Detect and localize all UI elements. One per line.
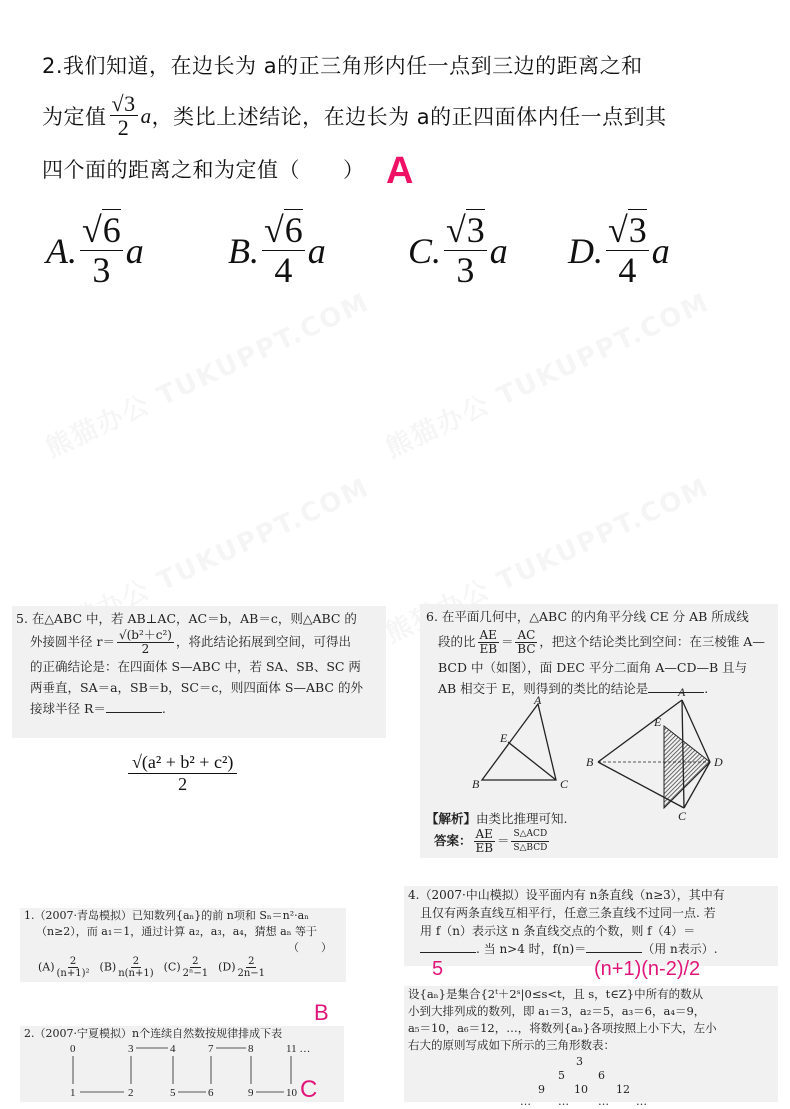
svg-text:A: A: [534, 693, 542, 707]
p5-answer-fraction: [128, 752, 237, 795]
svg-text:C: C: [560, 777, 569, 791]
svg-text:5: 5: [170, 1087, 176, 1099]
svg-text:1: 1: [70, 1087, 76, 1099]
option-C[interactable]: (C) $\frac{2}{\text{2ⁿ−1}}$: [163, 956, 209, 979]
answer-f4: 5: [432, 958, 444, 980]
question-line-2: [42, 92, 667, 140]
choice-label: C.: [408, 231, 442, 272]
p4-line4: . 当 n>4 时，f(n)＝ （用 n表示）.: [408, 940, 774, 958]
fraction-denominator: 4: [618, 249, 637, 290]
choice-label: D.: [568, 231, 603, 272]
choice-D[interactable]: [568, 212, 670, 290]
question-line-3: 四个面的距离之和为定值（ ）: [42, 158, 365, 182]
question-line-2-prefix: 为定值: [42, 105, 107, 130]
p1-options: [24, 956, 342, 979]
fraction-numerator: √6: [264, 210, 303, 250]
svg-text:6: 6: [208, 1087, 214, 1099]
p1-line1: 1.（2007·青岛模拟）已知数列{aₙ}的前 n项和 Sₙ＝n²·aₙ: [24, 909, 309, 922]
choice-fraction: [606, 212, 649, 290]
question-line-1: 2.我们知道，在边长为 a的正三角形内任一点到三边的距离之和: [42, 54, 643, 78]
question-line-2-suffix: ，类比上述结论，在边长为 a的正四面体内任一点到其: [151, 105, 667, 130]
p6-line2: 段的比 $\frac{AE}{EB}$ ＝ $\frac{AC}{BC}$ ，把这个结论类比到空间：在三棱锥 A—: [438, 628, 765, 656]
watermark: [39, 282, 375, 465]
svg-text:A: A: [678, 685, 686, 699]
p5-line1: 5. 在△ABC 中，若 AB⊥AC，AC＝b，AB＝c，则△ABC 的: [16, 611, 357, 626]
problem-5-panel: [12, 606, 386, 738]
answer-blank[interactable]: [106, 700, 162, 713]
svg-text:9: 9: [248, 1087, 254, 1099]
choice-label: A.: [46, 231, 77, 272]
svg-text:7: 7: [208, 1043, 214, 1055]
p4-line2: 且仅有两条直线互相平行，任意三条直线不过同一点. 若: [420, 906, 716, 920]
svg-text:C: C: [678, 809, 687, 823]
svg-text:2: 2: [128, 1087, 134, 1099]
svg-text:B: B: [586, 755, 594, 769]
fraction-numerator: √6: [82, 210, 121, 250]
option-D[interactable]: (D) $\frac{2}{2n-1}$: [218, 956, 266, 979]
sqrt3-over-2-fraction: [110, 92, 138, 140]
number-zigzag-diagram: [24, 1042, 324, 1100]
sequence-problem-panel: [404, 986, 778, 1108]
circumradius-fraction: $\frac{\text{√(b²＋c²)}}{2}$: [118, 628, 172, 656]
choice-fraction: [262, 212, 305, 290]
choice-C[interactable]: [408, 212, 508, 290]
p5-line4: 两垂直，SA＝a，SB＝b，SC＝c，则四面体 S—ABC 的外: [30, 680, 363, 695]
fraction-numerator: √3: [446, 210, 485, 250]
choice-variable: a: [125, 231, 144, 272]
answer-fn: (n+1)(n-2)/2: [594, 958, 701, 980]
choice-fraction: [80, 212, 123, 290]
triangular-number-table: 3 5 6 9 10 12 … … … …: [520, 1055, 647, 1108]
fraction-numerator: √3: [111, 91, 136, 116]
answer-blank-f4[interactable]: [420, 940, 476, 953]
p5-line3: 的正确结论是：在四面体 S—ABC 中，若 SA、SB、SC 两: [30, 659, 361, 674]
fraction-numerator: √3: [608, 210, 647, 250]
shaded-plane-dec: [664, 726, 710, 808]
p6-analysis: 【解析】由类比推理可知.: [426, 811, 568, 826]
fraction-denominator: 2: [178, 774, 188, 794]
fraction-numerator: √(a² + b² + c²): [128, 752, 237, 774]
answer-mark-C: C: [300, 1076, 318, 1103]
p5-line2: [16, 629, 382, 656]
svg-text:11 …: 11 …: [286, 1043, 311, 1055]
svg-text:B: B: [472, 777, 480, 791]
triangle-figure: [482, 704, 556, 780]
p4-line1: 4.（2007·中山模拟）设平面内有 n条直线（n≥3），其中有: [408, 888, 725, 902]
choice-A[interactable]: [46, 212, 144, 290]
option-B[interactable]: (B) $\frac{2}{n(n+1)}$: [99, 956, 154, 979]
seq-line4: 右大的原则写成如下所示的三角形数表：: [408, 1038, 615, 1052]
answer-mark-A: A: [386, 150, 414, 192]
option-A[interactable]: (A) $\frac{2}{\text{(n+1)²}}$: [38, 956, 90, 979]
p5-line2-prefix: 外接圆半径 r＝: [30, 634, 115, 649]
answer-blank[interactable]: [648, 680, 704, 693]
p2-line1: 2.（2007·宁夏模拟）n个连续自然数按规律排成下表: [24, 1027, 283, 1040]
svg-text:3: 3: [128, 1043, 134, 1055]
svg-text:8: 8: [248, 1043, 254, 1055]
p6-line1: 6. 在平面几何中，△ABC 的内角平分线 CE 分 AB 所成线: [426, 609, 749, 624]
p1-paren: （ ）: [288, 941, 332, 954]
problem-2-panel: [20, 1026, 344, 1102]
p1-line2: （n≥2），而 a₁＝1，通过计算 a₂，a₃，a₄，猜想 aₙ 等于: [36, 925, 317, 938]
choice-B[interactable]: [228, 212, 326, 290]
choice-variable: a: [651, 231, 670, 272]
svg-text:E: E: [654, 715, 662, 729]
problem-4-panel: [404, 886, 778, 966]
variable-a: a: [140, 103, 152, 128]
svg-text:10: 10: [286, 1087, 297, 1099]
choice-fraction: [444, 212, 487, 290]
seq-line3: a₅＝10，a₆＝12，…，将数列{aₙ}各项按照上小下大，左小: [408, 1021, 717, 1035]
p6-line3: BCD 中（如图），面 DEC 平分二面角 A—CD—B 且与: [438, 660, 748, 675]
fraction-denominator: 4: [274, 249, 293, 290]
seq-line2: 小到大排列成的数列，即 a₁＝3，a₂＝5，a₃＝6，a₄＝9，: [408, 1004, 706, 1018]
fraction-denominator: 2: [117, 115, 130, 141]
choice-label: B.: [228, 231, 259, 272]
fraction-denominator: 3: [456, 249, 475, 290]
choice-variable: a: [489, 231, 508, 272]
problem-1-panel: [20, 908, 346, 982]
p5-line5: 接球半径 R＝ .: [30, 701, 166, 716]
svg-text:D: D: [714, 755, 723, 769]
svg-text:4: 4: [170, 1043, 176, 1055]
p4-line3: 用 f（n）表示这 n 条直线交点的个数，则 f（4）＝: [420, 924, 696, 938]
fraction-denominator: 3: [92, 249, 111, 290]
svg-text:0: 0: [70, 1043, 76, 1055]
choice-variable: a: [307, 231, 326, 272]
answer-mark-B: B: [314, 1000, 329, 1025]
svg-text:E: E: [500, 731, 508, 745]
answer-blank-fn[interactable]: [586, 940, 642, 953]
p6-line4: AB 相交于 E，则得到的类比的结论是 .: [438, 681, 709, 696]
ae-eb-fraction: $\frac{AE}{EB}$: [479, 628, 498, 656]
watermark: [379, 282, 715, 465]
problem-6-panel: [420, 604, 778, 858]
p5-line2-suffix: ，将此结论拓展到空间，可得出: [176, 634, 352, 649]
seq-line1: 设{aₙ}是集合{2ᵗ＋2ˢ|0≤s<t，且 s，t∈Z}中所有的数从: [408, 987, 704, 1001]
ac-bc-fraction: $\frac{AC}{BC}$: [517, 628, 536, 656]
p6-answer: 答案： $\frac{AE}{EB}$ ＝ $\frac{\text{S△ACD}}{\text{S△BCD}}$: [434, 827, 548, 855]
